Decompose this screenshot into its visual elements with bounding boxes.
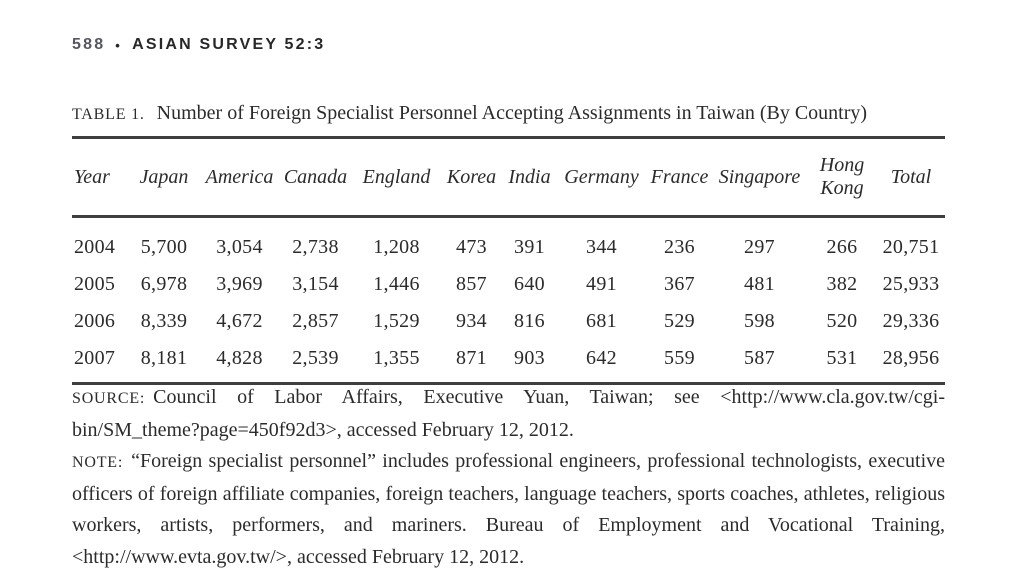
column-header-england: England	[353, 138, 440, 217]
value-cell: 5,700	[140, 236, 188, 258]
note-label: NOTE:	[72, 454, 124, 471]
value-cell: 520	[826, 310, 858, 332]
page-number: 588	[72, 36, 106, 53]
table-body	[72, 217, 945, 384]
value-cell: 816	[514, 310, 545, 332]
table-header	[72, 138, 945, 217]
value-cell: 2,857	[292, 310, 339, 332]
value-cell: 473	[456, 236, 487, 258]
column-header-france: France	[647, 138, 712, 217]
column-header-india: India	[503, 138, 556, 217]
value-cell: 3,054	[216, 236, 263, 258]
table-row	[72, 340, 945, 384]
footnote	[72, 446, 945, 573]
value-cell: 8,181	[140, 347, 188, 369]
column-header-singapore: Singapore	[712, 138, 807, 217]
column-header-america: America	[201, 138, 278, 217]
value-cell: 25,933	[882, 273, 940, 295]
value-cell: 391	[514, 236, 545, 258]
table-row	[72, 217, 945, 267]
value-cell: 640	[514, 273, 545, 295]
value-cell: 1,446	[373, 273, 420, 295]
value-cell: 2,539	[292, 347, 339, 369]
source-note	[72, 382, 945, 446]
table-notes	[72, 382, 945, 573]
value-cell: 1,529	[373, 310, 420, 332]
value-cell: 559	[664, 347, 695, 369]
value-cell: 934	[456, 310, 487, 332]
value-cell: 4,828	[216, 347, 263, 369]
table-header-row	[72, 138, 945, 217]
year-cell: 2007	[74, 347, 116, 369]
column-header-germany: Germany	[556, 138, 647, 217]
value-cell: 3,969	[216, 273, 263, 295]
column-header-japan: Japan	[127, 138, 201, 217]
value-cell: 2,738	[292, 236, 339, 258]
value-cell: 3,154	[292, 273, 339, 295]
table-caption	[72, 102, 945, 125]
data-table	[72, 136, 945, 385]
year-cell: 2006	[74, 310, 116, 332]
value-cell: 598	[744, 310, 775, 332]
value-cell: 29,336	[882, 310, 940, 332]
value-cell: 20,751	[882, 236, 940, 258]
table-row	[72, 266, 945, 303]
running-head	[72, 36, 325, 54]
value-cell: 857	[456, 273, 487, 295]
value-cell: 367	[664, 273, 695, 295]
value-cell: 266	[826, 236, 858, 258]
column-header-canada: Canada	[278, 138, 353, 217]
value-cell: 382	[826, 273, 858, 295]
value-cell: 28,956	[882, 347, 940, 369]
table-row	[72, 303, 945, 340]
value-cell: 903	[514, 347, 545, 369]
column-header-total: Total	[877, 138, 945, 217]
value-cell: 344	[586, 236, 617, 258]
value-cell: 236	[664, 236, 695, 258]
value-cell: 8,339	[140, 310, 188, 332]
table-label: TABLE 1.	[72, 106, 145, 123]
value-cell: 871	[456, 347, 487, 369]
value-cell: 681	[586, 310, 617, 332]
table-title: Number of Foreign Specialist Personnel Accepting Assignments in Taiwan (By Country)	[156, 102, 868, 124]
value-cell: 642	[586, 347, 617, 369]
year-cell: 2004	[74, 236, 116, 258]
value-cell: 297	[744, 236, 775, 258]
value-cell: 529	[664, 310, 695, 332]
source-label: SOURCE:	[72, 390, 146, 407]
bullet-separator-icon: •	[115, 37, 123, 53]
value-cell: 481	[744, 273, 775, 295]
value-cell: 587	[744, 347, 775, 369]
value-cell: 531	[826, 347, 858, 369]
value-cell: 6,978	[140, 273, 188, 295]
column-header-year: Year	[72, 138, 127, 217]
column-header-hong-kong: Hong Kong	[807, 138, 877, 217]
value-cell: 1,208	[373, 236, 420, 258]
year-cell: 2005	[74, 273, 116, 295]
value-cell: 1,355	[373, 347, 420, 369]
source-text: Council of Labor Affairs, Executive Yuan, Taiwan; see <http://www.cla.gov.tw/cgi-bin/SM_theme?page=450f92d3>, accessed February 12, 2012.	[72, 386, 945, 441]
journal-title: ASIAN SURVEY 52:3	[132, 36, 326, 53]
value-cell: 4,672	[216, 310, 263, 332]
column-header-korea: Korea	[440, 138, 503, 217]
value-cell: 491	[586, 273, 617, 295]
note-text: “Foreign specialist personnel” includes professional engineers, professional technologists, executive officers of foreign affiliate companies, foreign teachers, language teachers, sports coaches, athletes, religious workers, artists, performers, and mariners. Bureau of Employment and Vocational Training, <http://www.evta.gov.tw/>, accessed February 12, 2012.	[72, 450, 945, 568]
